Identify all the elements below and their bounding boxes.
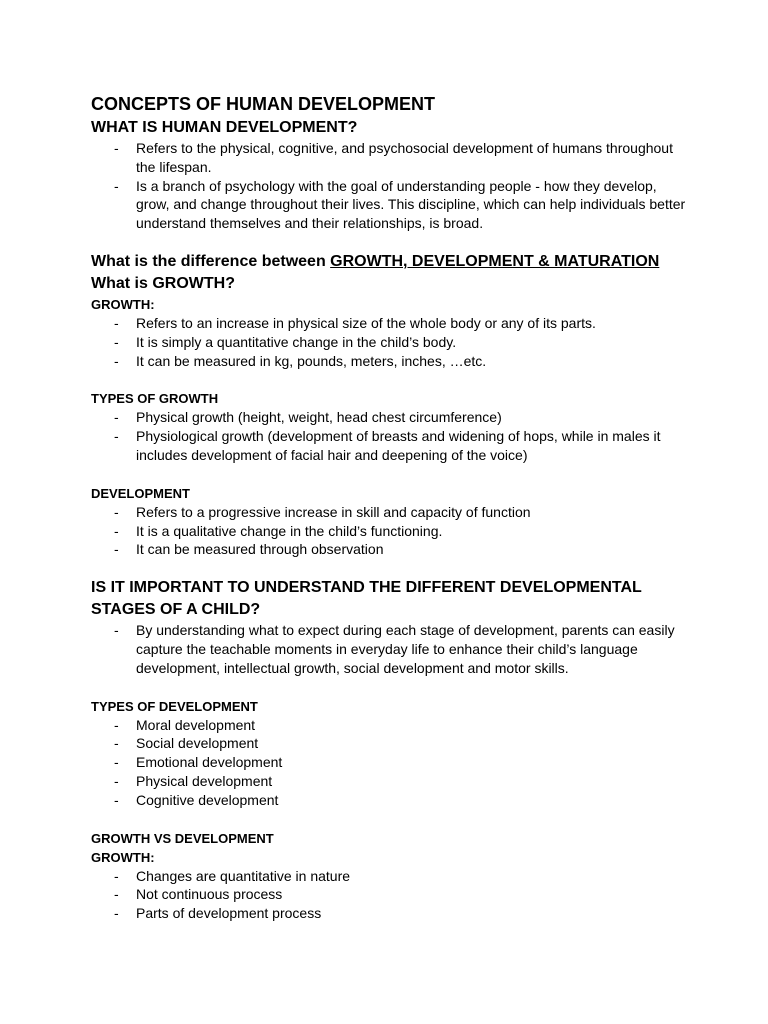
section-heading-what-is-growth: What is GROWTH? <box>91 274 235 292</box>
list-item: - Physical development <box>114 772 273 789</box>
list-item: - Not continuous process <box>114 886 283 903</box>
list-item: - Changes are quantitative in nature <box>114 867 351 884</box>
list-item: - It can be measured in kg, pounds, meters, inches, …etc. <box>114 352 487 369</box>
importance-list <box>91 621 691 677</box>
growth-vs-development-list <box>91 867 691 923</box>
list-item: - Social development <box>114 735 259 752</box>
types-of-growth-label: TYPES OF GROWTH <box>91 391 219 407</box>
growth-list <box>91 314 691 370</box>
growth-label: GROWTH: <box>91 296 155 312</box>
list-item: - Refers to an increase in physical size of the whole body or any of its parts. <box>114 314 596 331</box>
development-label: DEVELOPMENT <box>91 485 190 501</box>
list-item: - Emotional development <box>114 754 283 771</box>
list-item: - Parts of development process <box>114 905 322 922</box>
human-development-list <box>91 139 691 233</box>
growth-sublabel: GROWTH: <box>91 849 155 865</box>
section-heading-difference: What is the difference between GROWTH, DEVELOPMENT & MATURATION <box>91 252 660 270</box>
list-item: - Refers to the physical, cognitive, and psychosocial development of humans throughout the lifespan. <box>114 140 673 175</box>
growth-vs-development-label: GROWTH VS DEVELOPMENT <box>91 830 274 846</box>
list-item: - It is simply a quantitative change in the child’s body. <box>114 333 457 350</box>
underlined-terms: GROWTH, DEVELOPMENT & MATURATION <box>330 252 660 270</box>
types-of-development-list <box>91 716 691 810</box>
list-item: - Physiological growth (development of breasts and widening of hops, while in males it includes development of facial hair and deepening of the voice) <box>114 428 661 463</box>
list-item: - Physical growth (height, weight, head chest circumference) <box>114 409 502 426</box>
list-item: - Moral development <box>114 716 256 733</box>
section-heading-importance: IS IT IMPORTANT TO UNDERSTAND THE DIFFERENT DEVELOPMENTAL STAGES OF A CHILD? <box>91 579 642 619</box>
list-item: - It can be measured through observation <box>114 541 384 558</box>
list-item: - By understanding what to expect during each stage of development, parents can easily capture the teachable moments in everyday life to enhance their child’s language development, intellectual growth, social development and motor skills. <box>114 622 675 676</box>
document-content <box>91 93 691 923</box>
list-item: - Refers to a progressive increase in skill and capacity of function <box>114 503 531 520</box>
development-list <box>91 503 691 559</box>
types-of-development-label: TYPES OF DEVELOPMENT <box>91 698 258 714</box>
list-item: - Cognitive development <box>114 791 279 808</box>
document-title: CONCEPTS OF HUMAN DEVELOPMENT <box>91 94 436 114</box>
types-of-growth-list <box>91 408 691 464</box>
section-heading-what-is-human-development: WHAT IS HUMAN DEVELOPMENT? <box>91 119 358 136</box>
list-item: - It is a qualitative change in the child’s functioning. <box>114 522 443 539</box>
list-item: - Is a branch of psychology with the goal of understanding people - how they develop, grow, and change throughout their lives. This discipline, which can help individuals better understand themselves and their relationships, is broad. <box>114 177 686 232</box>
